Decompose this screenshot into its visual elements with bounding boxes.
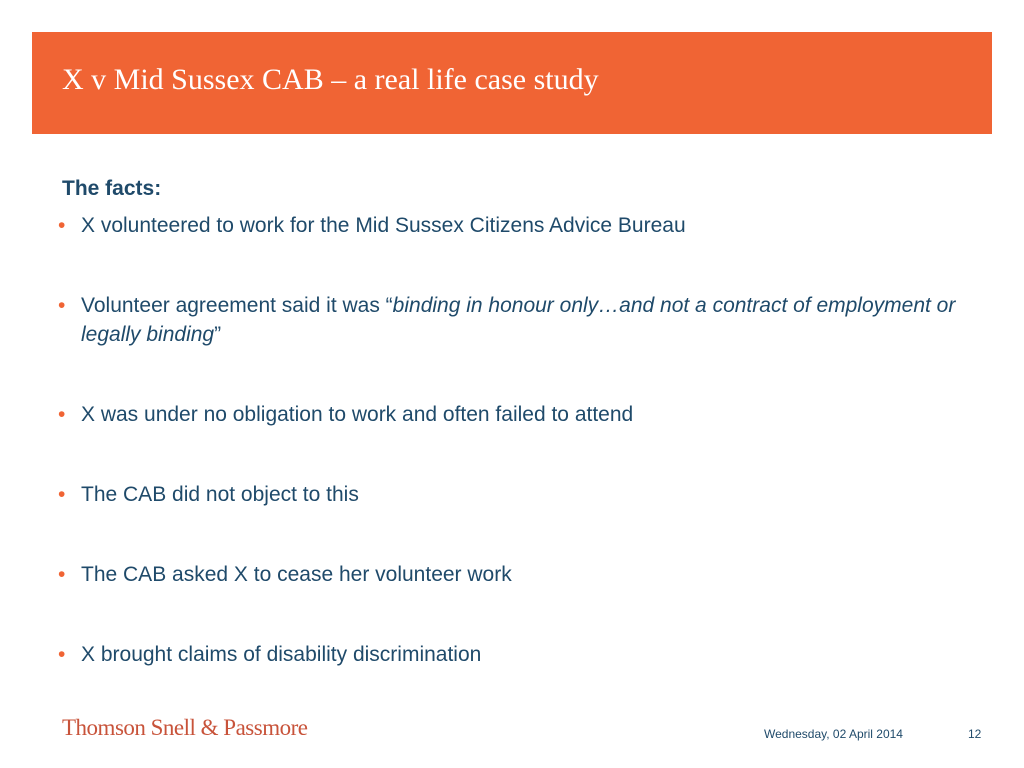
title-bar	[32, 32, 992, 134]
bullet-text-prefix: Volunteer agreement said it was “	[81, 294, 393, 317]
bullet-list	[58, 211, 958, 669]
company-logo: Thomson Snell & Passmore	[62, 715, 308, 740]
bullet-item	[58, 640, 958, 669]
bullet-item	[58, 291, 958, 349]
bullet-text: X was under no obligation to work and often failed to attend	[81, 403, 634, 426]
bullet-dot: •	[58, 563, 66, 586]
footer-date: Wednesday, 02 April 2014	[764, 727, 903, 741]
bullet-item	[58, 211, 958, 240]
bullet-dot: •	[58, 214, 66, 237]
bullet-item	[58, 480, 958, 509]
bullet-dot: •	[58, 483, 66, 506]
bullet-dot: •	[58, 294, 66, 317]
bullet-item	[58, 560, 958, 589]
bullet-text: X brought claims of disability discrimination	[81, 643, 482, 666]
bullet-text: The CAB did not object to this	[81, 483, 359, 506]
bullet-item	[58, 400, 958, 429]
bullet-text: X volunteered to work for the Mid Sussex Citizens Advice Bureau	[81, 214, 686, 237]
bullet-dot: •	[58, 403, 66, 426]
facts-heading: The facts:	[62, 177, 162, 200]
slide-title: X v Mid Sussex CAB – a real life case study	[62, 63, 599, 96]
bullet-text: The CAB asked X to cease her volunteer work	[81, 563, 512, 586]
bullet-text-suffix: ”	[214, 323, 222, 346]
page-number: 12	[968, 727, 982, 741]
bullet-dot: •	[58, 643, 66, 666]
bullet-text-quote: binding in honour only…and not a contract of employment or legally binding	[81, 294, 956, 346]
